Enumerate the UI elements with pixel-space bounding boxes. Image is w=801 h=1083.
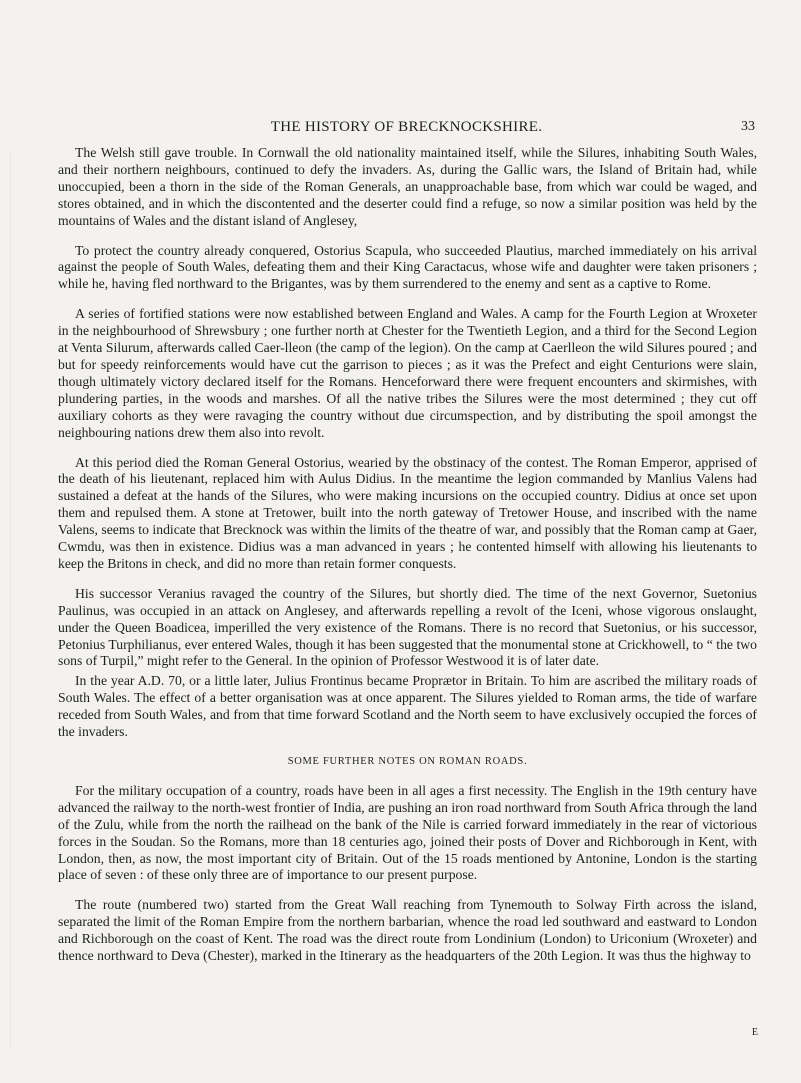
page-edge-shadow	[10, 150, 11, 1050]
running-title: THE HISTORY OF BRECKNOCKSHIRE.	[270, 119, 543, 135]
running-header	[58, 119, 755, 139]
paragraph-roads-necessity: For the military occupation of a country, roads have been in all ages a first necessity. The English in the 19th century have advanced the railway to the north-west frontier of India, are pushing an iron road northward from South Africa through the land of the Zulu, while from the north the railhead on the bank of the Nile is carried forward immediately in the rear of victorious forces in the Soudan. So the Romans, more than 18 centuries ago, joined their posts of Dover and Richborough in Kent, with London, then, as now, the most important city of Britain. Out of the 15 roads mentioned by Antonine, London is the starting place of seven : of these only three are of importance to our present purpose.	[58, 782, 757, 883]
paragraph-fortified-stations: A series of fortified stations were now established between England and Wales. A camp for the Fourth Legion at Wroxeter in the neighbourhood of Shrewsbury ; one further north at Chester for the Twentieth Legion, and a third for the Second Legion at Venta Silurum, afterwards called Caer-lleon (the camp of the legion). On the camp at Caerlleon the wild Silures poured ; and but for speedy reinforcements would have cut the garrison to pieces ; as it was the Prefect and eight Centurions were slain, though ultimately victory declared itself for the Romans. Henceforward there were frequent encounters and skirmishes, with plundering parties, in the woods and marshes. Of all the native tribes the Silures were the most determined ; they cut off auxiliary cohorts as they were ravaging the country without due circumspection, and by distributing the spoil amongst the neighbouring nations drew them also into revolt.	[58, 306, 757, 440]
paragraph-death-of-ostorius: At this period died the Roman General Ostorius, wearied by the obstinacy of the contest. The Roman Emperor, apprised of the death of his lieutenant, replaced him with Aulus Didius. In the meantime the legion commanded by Manlius Valens had sustained a defeat at the hands of the Silures, who were making incursions on the occupied country. Didius at once set upon them and repulsed them. A stone at Tretower, built into the north gateway of Tretower House, and inscribed with the name Valens, seems to indicate that Brecknock was within the limits of the theatre of war, and possibly that the Roman camp at Gaer, Cwmdu, was then in existence. Didius was a man advanced in years ; he contented himself with allowing his lieutenants to keep the Britons in check, and did no more than retain former conquests.	[58, 454, 757, 571]
paragraph-welsh-trouble: The Welsh still gave trouble. In Cornwall the old nationality maintained itself, while the Silures, inhabiting South Wales, and their northern neighbours, continued to defy the invaders. As, during the Gallic wars, the Island of Britain had, while unoccupied, been a thorn in the side of the Roman Generals, an unapproachable base, from which war could be waged, and stores obtained, and in which the discontented and the deserter could find a refuge, so now a similar position was held by the mountains of Wales and the distant island of Anglesey,	[58, 145, 757, 228]
paragraph-route-two: The route (numbered two) started from the Great Wall reaching from Tynemouth to Solway Firth across the island, separated the limit of the Roman Empire from the northern barbarian, whence the road led southward and eastward to London and Richborough on the coast of Kent. The road was the direct route from Londinium (London) to Uriconium (Wroxeter) and thence northward to Deva (Chester), marked in the Itinerary as the headquarters of the 20th Legion. It was thus the highway to	[58, 897, 757, 964]
body-text	[58, 145, 757, 978]
signature-mark: E	[751, 1027, 758, 1038]
page-number: 33	[741, 119, 755, 134]
section-heading: SOME FURTHER NOTES ON ROMAN ROADS.	[287, 756, 528, 767]
paragraph-julius-frontinus: In the year A.D. 70, or a little later, Julius Frontinus became Proprætor in Britain. To him are ascribed the military roads of South Wales. The effect of a better organisation was at once apparent. The Silures yielded to Roman arms, the tide of warfare receded from South Wales, and from that time forward Scotland and the North seem to have exclusively occupied the forces of the invaders.	[58, 673, 757, 740]
paragraph-veranius: His successor Veranius ravaged the country of the Silures, but shortly died. The time of the next Governor, Suetonius Paulinus, was occupied in an attack on Anglesey, and afterwards repelling a revolt of the Iceni, whose vigorous onslaught, under the Queen Boadicea, imperilled the very existence of the Romans. There is no record that Suetonius, or his successor, Petonius Turphilianus, ever entered Wales, though it has been suggested that the monumental stone at Crickhowell, to “ the two sons of Turpil,” might refer to the General. In the opinion of Professor Westwood it is of later date.	[58, 585, 757, 669]
paragraph-ostorius-scapula: To protect the country already conquered, Ostorius Scapula, who succeeded Plautius, marched immediately on his arrival against the people of South Wales, defeating them and their King Caractacus, whose wife and daughter were taken prisoners ; while he, having fled northward to the Brigantes, was by them surrendered to the enemy and sent as a captive to Rome.	[58, 242, 757, 292]
